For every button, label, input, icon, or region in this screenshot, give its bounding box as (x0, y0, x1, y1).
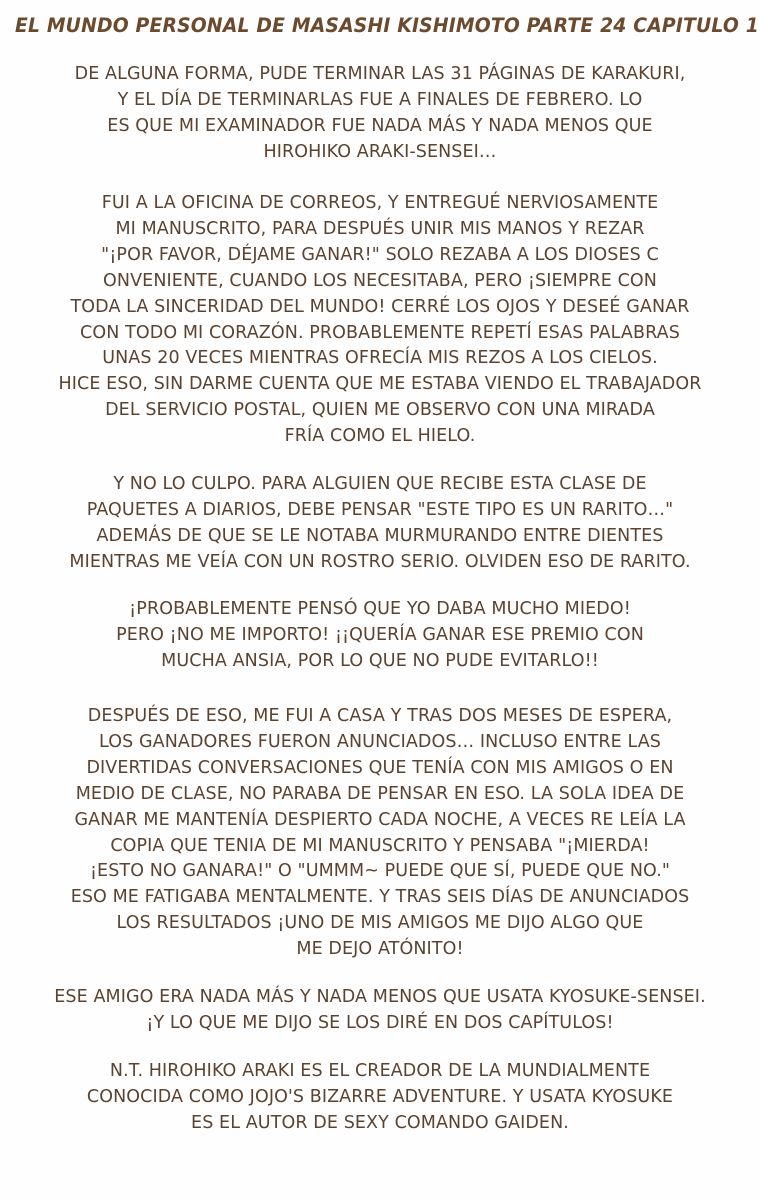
text-line: HICE ESO, SIN DARME CUENTA QUE ME ESTABA VIENDO EL TRABAJADOR (58, 374, 702, 395)
text-line: FRÍA COMO EL HIELO. (284, 426, 476, 447)
text-line: LOS GANADORES FUERON ANUNCIADOS… INCLUSO ENTRE LAS (98, 731, 661, 752)
text-line: DIVERTIDAS CONVERSACIONES QUE TENÍA CON MIS AMIGOS O EN (86, 757, 674, 778)
text-line: Y EL DÍA DE TERMINARLAS FUE A FINALES DE FEBRERO. LO (117, 89, 643, 110)
text-line: "¡POR FAVOR, DÉJAME GANAR!" SOLO REZABA A LOS DIOSES C (101, 244, 659, 265)
text-line: DE ALGUNA FORMA, PUDE TERMINAR LAS 31 PÁGINAS DE KARAKURI, (74, 64, 686, 84)
text-line: ESO ME FATIGABA MENTALMENTE. Y TRAS SEIS DÍAS DE ANUNCIADOS (70, 887, 690, 908)
text-line: ¡Y LO QUE ME DIJO SE LOS DIRÉ EN DOS CAPÍTULOS! (146, 1012, 614, 1033)
text-line: MEDIO DE CLASE, NO PARABA DE PENSAR EN ESO. LA SOLA IDEA DE (75, 783, 685, 804)
text-line: PERO ¡NO ME IMPORTO! ¡¡QUERÍA GANAR ESE PREMIO CON (116, 624, 644, 645)
text-line: ¡ESTO NO GANARA!" O "UMMM~ PUEDE QUE SÍ, PUEDE QUE NO." (89, 861, 671, 882)
text-line: ME DEJO ATÓNITO! (296, 939, 464, 960)
text-line: DESPUÉS DE ESO, ME FUI A CASA Y TRAS DOS MESES DE ESPERA, (87, 706, 673, 726)
paragraph-2 (0, 191, 760, 450)
text-line: ES EL AUTOR DE SEXY COMANDO GAIDEN. (191, 1112, 569, 1133)
text-line: FUI A LA OFICINA DE CORREOS, Y ENTREGUÉ NERVIOSAMENTE (101, 193, 659, 213)
text-line: ESE AMIGO ERA NADA MÁS Y NADA MENOS QUE USATA KYOSUKE-SENSEI. (54, 987, 706, 1007)
text-line: TODA LA SINCERIDAD DEL MUNDO! CERRÉ LOS OJOS Y DESEÉ GANAR (70, 296, 690, 317)
text-line: Y NO LO CULPO. PARA ALGUIEN QUE RECIBE ESTA CLASE DE (113, 474, 647, 494)
text-line: MUCHA ANSIA, POR LO QUE NO PUDE EVITARLO!! (161, 650, 599, 671)
text-line: ¡PROBABLEMENTE PENSÓ QUE YO DABA MUCHO MIEDO! (129, 599, 631, 619)
text-line: CON TODO MI CORAZÓN. PROBABLEMENTE REPETÍ ESAS PALABRAS (80, 322, 680, 343)
text-line: GANAR ME MANTENÍA DESPIERTO CADA NOCHE, A VECES RE LEÍA LA (74, 809, 686, 830)
text-line: COPIA QUE TENIA DE MI MANUSCRITO Y PENSABA "¡MIERDA! (110, 835, 650, 856)
text-line: ADEMÁS DE QUE SE LE NOTABA MURMURANDO ENTRE DIENTES (96, 525, 664, 546)
paragraph-5 (0, 704, 760, 963)
text-line: MI MANUSCRITO, PARA DESPUÉS UNIR MIS MANOS Y REZAR (115, 218, 645, 239)
text-line: ONVENIENTE, CUANDO LOS NECESITABA, PERO ¡SIEMPRE CON (103, 270, 657, 291)
text-line: UNAS 20 VECES MIENTRAS OFRECÍA MIS REZOS A LOS CIELOS. (102, 348, 658, 369)
page-title: EL MUNDO PERSONAL DE MASASHI KISHIMOTO PARTE 24 CAPITULO 1 (14, 14, 759, 37)
paragraph-6 (0, 985, 760, 1037)
paragraph-3 (0, 472, 760, 576)
text-line: DEL SERVICIO POSTAL, QUIEN ME OBSERVO CON UNA MIRADA (105, 400, 655, 421)
text-line: N.T. HIROHIKO ARAKI ES EL CREADOR DE LA MUNDIALMENTE (109, 1061, 651, 1081)
paragraph-1 (0, 62, 760, 166)
text-line: MIENTRAS ME VEÍA CON UN ROSTRO SERIO. OLVIDEN ESO DE RARITO. (69, 551, 691, 572)
text-line: HIROHIKO ARAKI-SENSEI… (263, 141, 497, 162)
text-line: LOS RESULTADOS ¡UNO DE MIS AMIGOS ME DIJO ALGO QUE (116, 913, 644, 934)
text-line: CONOCIDA COMO JOJO'S BIZARRE ADVENTURE. Y USATA KYOSUKE (86, 1086, 674, 1107)
translator-note (0, 1059, 760, 1137)
text-line: ES QUE MI EXAMINADOR FUE NADA MÁS Y NADA MENOS QUE (107, 115, 653, 136)
text-line: PAQUETES A DIARIOS, DEBE PENSAR "ESTE TIPO ES UN RARITO…" (86, 499, 674, 520)
paragraph-4 (0, 597, 760, 675)
